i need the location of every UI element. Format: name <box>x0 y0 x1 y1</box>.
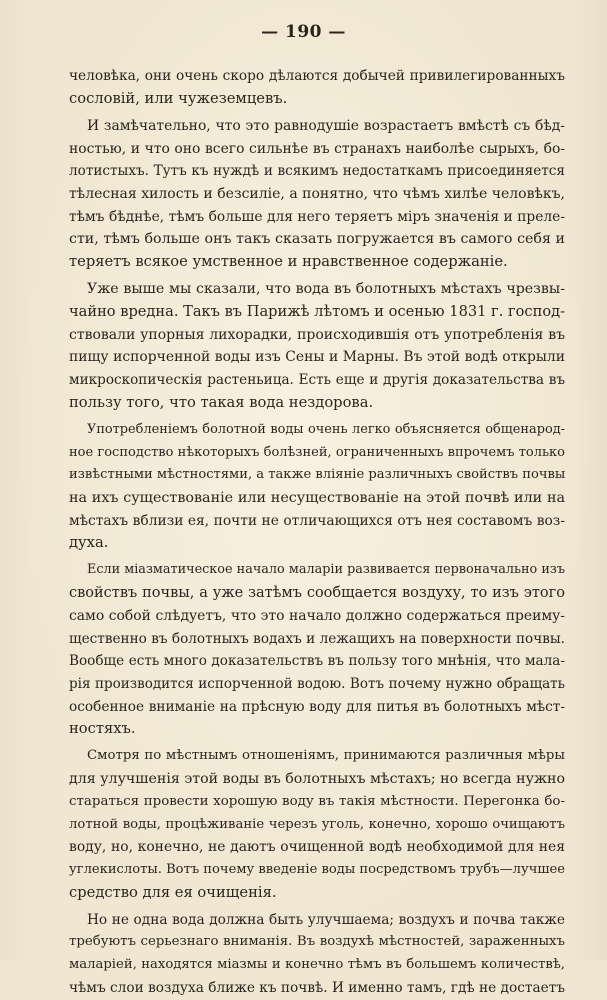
text-line: Вообще есть много доказательствъ въ пользу того мнѣнія, что мала- <box>69 653 565 670</box>
text-line: средство для ея очищенія. <box>69 883 277 901</box>
body-text <box>69 65 565 1000</box>
text-line: духа. <box>69 534 109 552</box>
text-line: тѣлесная хилость и безсиліе, а понятно, что чѣмъ хилѣе человѣкъ, <box>69 185 565 202</box>
text-line: мѣстахъ вблизи ея, почти не отличающихся отъ нея составомъ воз- <box>69 512 565 529</box>
paragraph <box>69 559 565 741</box>
text-line: сословій, или чужеземцевъ. <box>69 89 288 107</box>
text-line: чѣмъ слои воздуха ближе къ почвѣ. И именно тамъ, гдѣ не достаетъ <box>69 979 566 996</box>
text-line: Если міазматическое начало маларіи развивается первоначально изъ <box>87 562 565 578</box>
text-line: воду, но, конечно, не даютъ очищенной водѣ необходимой для нея <box>69 839 565 856</box>
text-line: Употребленіемъ болотной воды очень легко объясняется общенарод- <box>87 421 565 437</box>
text-line: лотистыхъ. Тутъ къ нуждѣ и всякимъ недостаткамъ присоединяется <box>69 163 565 180</box>
text-line: ствовали упорныя лихорадки, происходившія отъ употребленія въ <box>69 326 565 343</box>
text-line: И замѣчательно, что это равнодушіе возрастаетъ вмѣстѣ съ бѣд- <box>87 117 565 134</box>
page-number: — 190 — <box>261 22 346 42</box>
text-line: теряетъ всякое умственное и нравственное содержаніе. <box>69 253 508 270</box>
text-line: Но не одна вода должна быть улучшаема; воздухъ и почва также <box>87 911 565 928</box>
text-line: ностью, и что оно всего сильнѣе въ странахъ наиболѣе сырыхъ, бо- <box>69 140 565 157</box>
text-line: особенное вниманіе на прѣсную воду для питья въ болотныхъ мѣст- <box>69 698 565 715</box>
text-line: пищу испорченной воды изъ Сены и Марны. Въ этой водѣ открыли <box>69 349 565 366</box>
paragraph <box>69 65 565 110</box>
text-line: лотной воды, процѣживаніе черезъ уголь, конечно, хорошо очищаютъ <box>69 816 565 832</box>
text-line: для улучшенія этой воды въ болотныхъ мѣстахъ; но всегда нужно <box>69 771 565 788</box>
text-line: само собой слѣдуетъ, что это начало должно содержаться преиму- <box>69 607 565 624</box>
paragraph <box>69 419 565 555</box>
paragraph <box>69 278 565 414</box>
text-line: пользу того, что такая вода нездорова. <box>69 393 374 411</box>
paragraph <box>69 115 565 274</box>
paragraph <box>69 909 565 1000</box>
paragraph <box>69 745 565 904</box>
text-line: щественно въ болотныхъ водахъ и лежащихъ на поверхности почвы. <box>69 630 565 647</box>
text-line: Уже выше мы сказали, что вода въ болотныхъ мѣстахъ чрезвы- <box>87 281 565 298</box>
text-line: Смотря по мѣстнымъ отношеніямъ, принимаются различныя мѣры <box>87 748 565 764</box>
text-line: углекислоты. Вотъ почему введеніе воды посредствомъ трубъ—лучшее <box>69 861 566 877</box>
text-line: извѣстными мѣстностями, а также вліяніе различныхъ свойствъ почвы <box>69 467 566 483</box>
text-line: на ихъ существованіе или несуществованіе на этой почвѣ или на <box>69 489 565 506</box>
text-line: свойствъ почвы, а уже затѣмъ сообщается воздуху, то изъ этого <box>69 585 565 602</box>
text-line: сти, тѣмъ больше онъ такъ сказать погружается въ самого себя и <box>69 231 565 248</box>
text-line: микроскопическія растеньица. Есть еще и другія доказательства въ <box>69 371 565 388</box>
text-line: требуютъ серьезнаго вниманія. Въ воздухѣ мѣстностей, зараженныхъ <box>69 934 565 950</box>
text-line: ное господство нѣкоторыхъ болѣзней, ограниченныхъ впрочемъ только <box>69 444 565 460</box>
text-line: человѣка, они очень скоро дѣлаются добычей привилегированныхъ <box>69 68 565 84</box>
text-line: ностяхъ. <box>69 720 136 738</box>
text-line: тѣмъ бѣднѣе, тѣмъ больше для него теряетъ міръ значенія и преле- <box>69 208 565 225</box>
text-line: рія производится испорченной водою. Вотъ почему нужно обращать <box>69 675 565 692</box>
text-line: маларіей, находятся міазмы и конечно тѣмъ въ большемъ количествѣ, <box>69 957 565 973</box>
text-line: чайно вредна. Такъ въ Парижѣ лѣтомъ и осенью 1831 г. господ- <box>69 302 566 320</box>
text-line: стараться провести хорошую воду въ такія мѣстности. Перегонка бо- <box>69 793 565 809</box>
